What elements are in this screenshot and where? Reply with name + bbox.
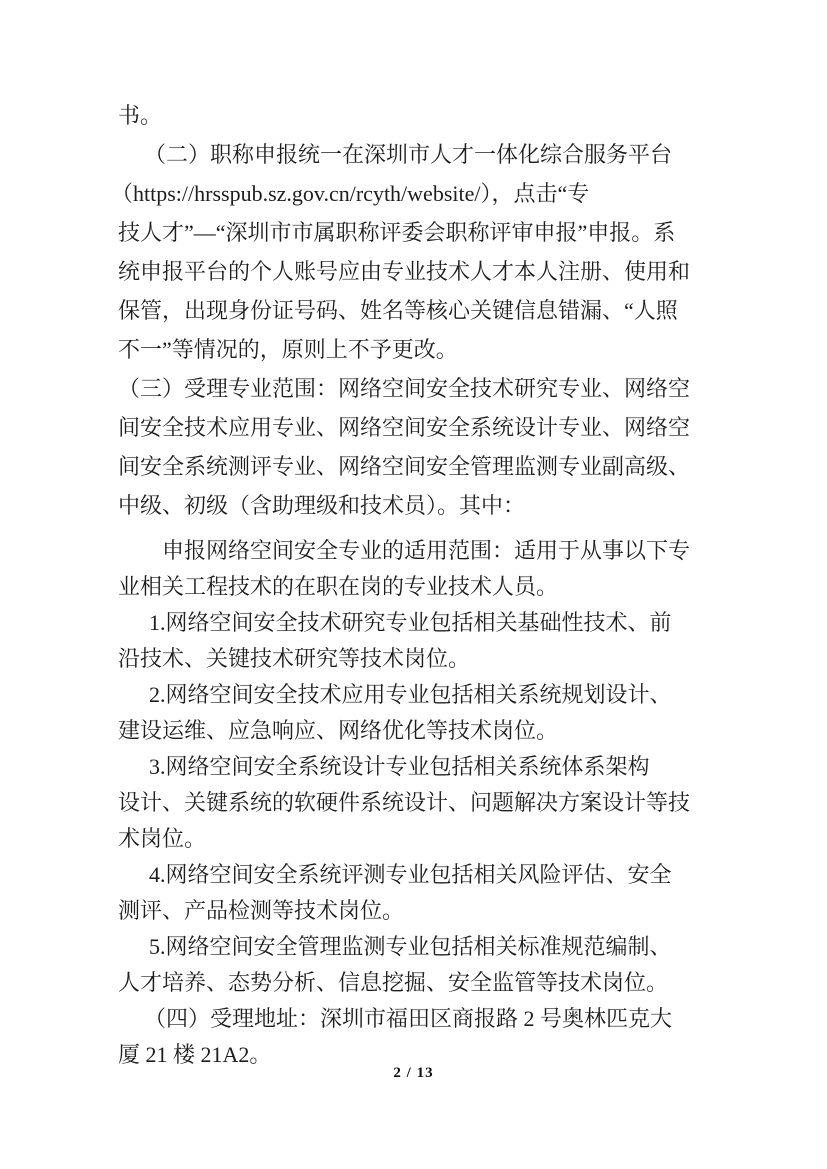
text-line: 2.网络空间安全技术应用专业包括相关系统规划设计、 [149, 682, 672, 707]
text-line: 统申报平台的个人账号应由专业技术人才本人注册、使用和 [118, 259, 691, 284]
text-line: 测评、产品检测等技术岗位。 [118, 898, 405, 923]
text-line: （三）受理专业范围：网络空间安全技术研究专业、网络空 [118, 376, 691, 401]
text-line: 不一”等情况的，原则上不予更改。 [118, 337, 458, 362]
text-line: （二）职称申报统一在深圳市人才一体化综合服务平台 [144, 142, 673, 167]
text-line: 厦 21 楼 21A2。 [118, 1042, 272, 1067]
text-line: 设计、关键系统的软硬件系统设计、问题解决方案设计等技 [118, 790, 691, 815]
text-line: 5.网络空间安全管理监测专业包括相关标准规范编制、 [149, 934, 672, 959]
page-footer [0, 1062, 827, 1084]
text-line: 保管，出现身份证号码、姓名等核心关键信息错漏、“人照 [118, 298, 678, 323]
document-body-upper [111, 96, 718, 525]
text-line: 申报网络空间安全专业的适用范围：适用于从事以下专 [162, 538, 691, 563]
text-line: 3.网络空间安全系统设计专业包括相关系统体系架构 [149, 754, 650, 779]
text-line: 书。 [118, 103, 163, 128]
text-line: 4.网络空间安全系统评测专业包括相关风险评估、安全 [149, 862, 672, 887]
text-line: 业相关工程技术的在职在岗的专业技术人员。 [118, 574, 559, 599]
text-line: （https://hrsspub.sz.gov.cn/rcyth/website/），点击“专 [111, 181, 590, 206]
text-line: 间安全系统测评专业、网络空间安全管理监测专业副高级、 [118, 454, 691, 479]
text-line: 技人才”—“深圳市市属职称评委会职称评审申报”申报。系 [118, 220, 676, 245]
text-line: 人才培养、态势分析、信息挖掘、安全监管等技术岗位。 [118, 970, 669, 995]
document-body-lower [118, 533, 718, 1073]
text-line: 间安全技术应用专业、网络空间安全系统设计专业、网络空 [118, 415, 691, 440]
text-line: 中级、初级（含助理级和技术员）。其中： [118, 493, 526, 518]
text-line: 沿技术、关键技术研究等技术岗位。 [118, 646, 471, 671]
text-line: 建设运维、应急响应、网络优化等技术岗位。 [118, 718, 559, 743]
text-line: 1.网络空间安全技术研究专业包括相关基础性技术、前 [149, 610, 672, 635]
text-line: 术岗位。 [118, 826, 207, 851]
page-number: 2 / 13 [393, 1065, 434, 1081]
text-line: （四）受理地址：深圳市福田区商报路 2 号奥林匹克大 [144, 1006, 673, 1031]
